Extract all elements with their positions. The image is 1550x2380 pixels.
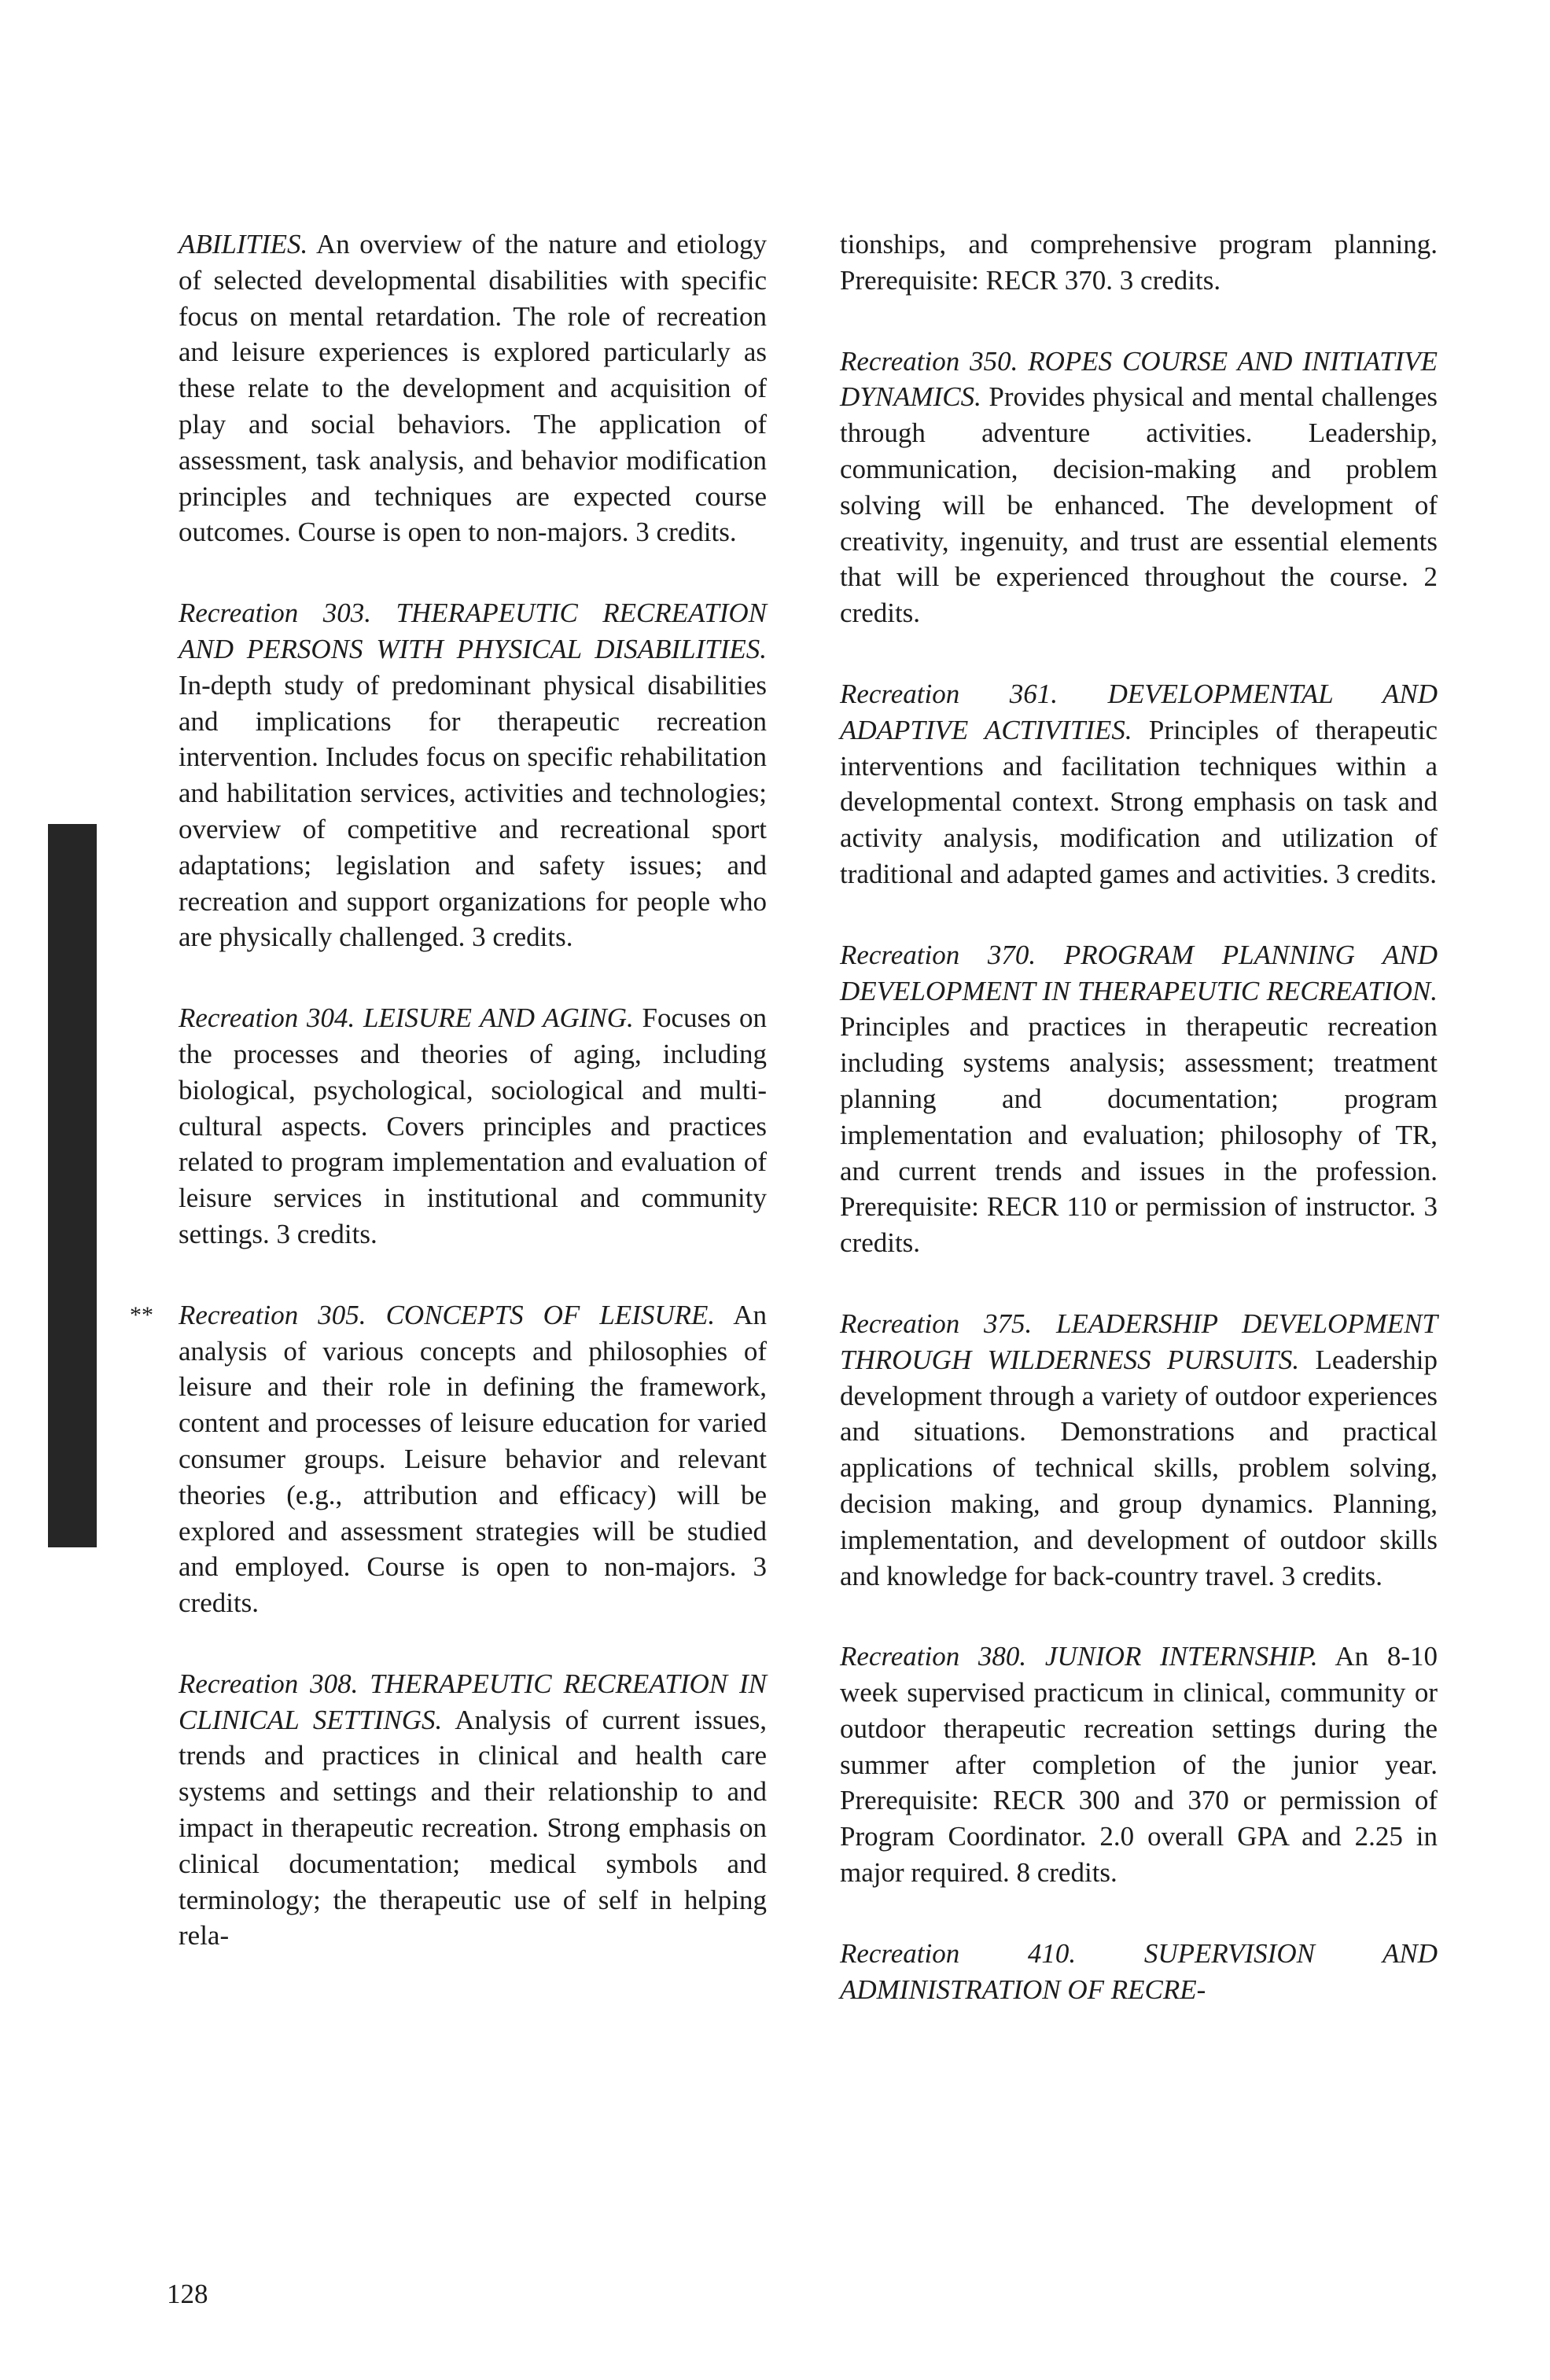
course-number: Recreation 361. (840, 678, 1058, 709)
course-entry (179, 1000, 767, 1253)
course-description: Leadership development through a variety of outdoor experiences and situations. Demonstrations and practical applications of technical skills, problem solving, decision making, and group dynamics. Planning, implementation, and development of outdoor skills and knowledge for back-country travel. 3 credits. (840, 1344, 1438, 1591)
new-course-marker: ** (130, 1301, 153, 1328)
course-description: Principles of therapeutic interventions and facilitation techniques within a developmental context. Strong emphasis on task and activity analysis, modification and utilization of traditional and adapted games and activities. 3 credits. (840, 714, 1438, 889)
course-title: PROGRAM PLANNING AND DEVELOPMENT IN THERAPEUTIC RECREATION. (840, 939, 1438, 1006)
course-description: An 8-10 week supervised practicum in clinical, community or outdoor therapeutic recreation settings during the summer after completion of the junior year. Prerequisite: RECR 300 and 370 or permission of Program Coordinator. 2.0 overall GPA and 2.25 in major required. 8 credits. (840, 1641, 1438, 1889)
course-entry (130, 1297, 767, 1621)
course-title: DEVELOPMENTAL AND ADAPTIVE ACTIVITIES. (840, 678, 1438, 745)
section-sidebar-label: EDUCATION & HUMAN SERVICES (102, 1747, 138, 2272)
course-entry (840, 676, 1438, 892)
course-number: Recreation 308. (179, 1668, 359, 1699)
course-title: THERAPEUTIC RECREATION IN CLINICAL SETTINGS. (179, 1668, 767, 1735)
course-description: An overview of the nature and etiology of selected developmental disabilities with specific focus on mental retardation. The role of recreation and leisure experiences is explored particularly as these relate to the development and acquisition of play and social behaviors. The application of assessment, task analysis, and behavior modification principles and techniques are expected course outcomes. Course is open to non-majors. 3 credits. (179, 229, 768, 548)
course-number: Recreation 380. (840, 1641, 1027, 1672)
right-column (840, 226, 1438, 2007)
course-description: Analysis of current issues, trends and practices in clinical and health care systems and settings and their relationship to and impact in therapeutic recreation. Strong emphasis on clinical documentation; medical symbols and terminology; the therapeutic use of self in helping rela- (179, 1704, 768, 1951)
course-title: LEADERSHIP DEVELOPMENT THROUGH WILDERNESS PURSUITS. (840, 1308, 1438, 1375)
course-title: THERAPEUTIC RECREATION AND PERSONS WITH PHYSICAL DISABILITIES. (179, 598, 767, 664)
course-number: Recreation 370. (840, 939, 1036, 970)
course-description: Principles and practices in therapeutic recreation including systems analysis; assessment; treatment planning and documentation; program implementation and evaluation; philosophy of TR, and current trends and issues in the profession. Prerequisite: RECR 110 or permission of instructor. 3 credits. (840, 1011, 1438, 1259)
course-entry (840, 344, 1438, 631)
course-title: ROPES COURSE AND INITIATIVE DYNAMICS. (840, 345, 1438, 413)
page-number: 128 (167, 2279, 208, 2309)
course-entry (840, 226, 1438, 299)
course-entry (179, 226, 767, 550)
course-entry (840, 1306, 1438, 1594)
course-number: Recreation 410. (840, 1937, 1077, 1969)
left-column (130, 226, 768, 1954)
course-number: Recreation 350. (840, 345, 1018, 377)
course-description: Focuses on the processes and theories of aging, including biological, psychological, sociological and multi-cultural aspects. Covers principles and practices related to program implementation and evaluation of leisure services in institutional and community settings. 3 credits. (179, 1002, 768, 1249)
course-entry (840, 937, 1438, 1261)
course-title: LEISURE AND AGING. (363, 1002, 634, 1034)
course-title: SUPERVISION AND ADMINISTRATION OF RECRE- (840, 1937, 1438, 2005)
course-entry (179, 595, 767, 955)
course-description: An analysis of various concepts and philosophies of leisure and their role in defining the framework, content and processes of leisure education for varied consumer groups. Leisure behavior and relevant theories (e.g., attribution and efficacy) will be explored and assessment strategies will be studied and employed. Course is open to non-majors. 3 credits. (179, 1299, 767, 1619)
course-description: In-depth study of predominant physical disabilities and implications for therapeutic recreation intervention. Includes focus on specific rehabilitation and habilitation services, activities and technologies; overview of competitive and recreational sport adaptations; legislation and safety issues; and recreation and support organizations for people who are physically challenged. 3 credits. (179, 669, 767, 953)
course-number: Recreation 305. (179, 1299, 366, 1330)
course-title: ABILITIES. (179, 229, 308, 259)
course-number: Recreation 303. (179, 598, 371, 629)
course-title: CONCEPTS OF LEISURE. (385, 1299, 716, 1330)
course-description: tionships, and comprehensive program planning. Prerequisite: RECR 370. 3 credits. (840, 229, 1438, 296)
course-entry (840, 1639, 1438, 1891)
course-entry (840, 1936, 1438, 2008)
course-number: Recreation 375. (840, 1308, 1033, 1339)
course-title: JUNIOR INTERNSHIP. (1044, 1641, 1318, 1672)
section-sidebar (48, 824, 138, 2272)
course-entry (179, 1666, 767, 1954)
course-number: Recreation 304. (179, 1002, 355, 1034)
course-description: Provides physical and mental challenges through adventure activities. Leadership, communication, decision-making and problem solving will be enhanced. The development of creativity, ingenuity, and trust are essential elements that will be experienced throughout the course. 2 credits. (840, 381, 1438, 629)
